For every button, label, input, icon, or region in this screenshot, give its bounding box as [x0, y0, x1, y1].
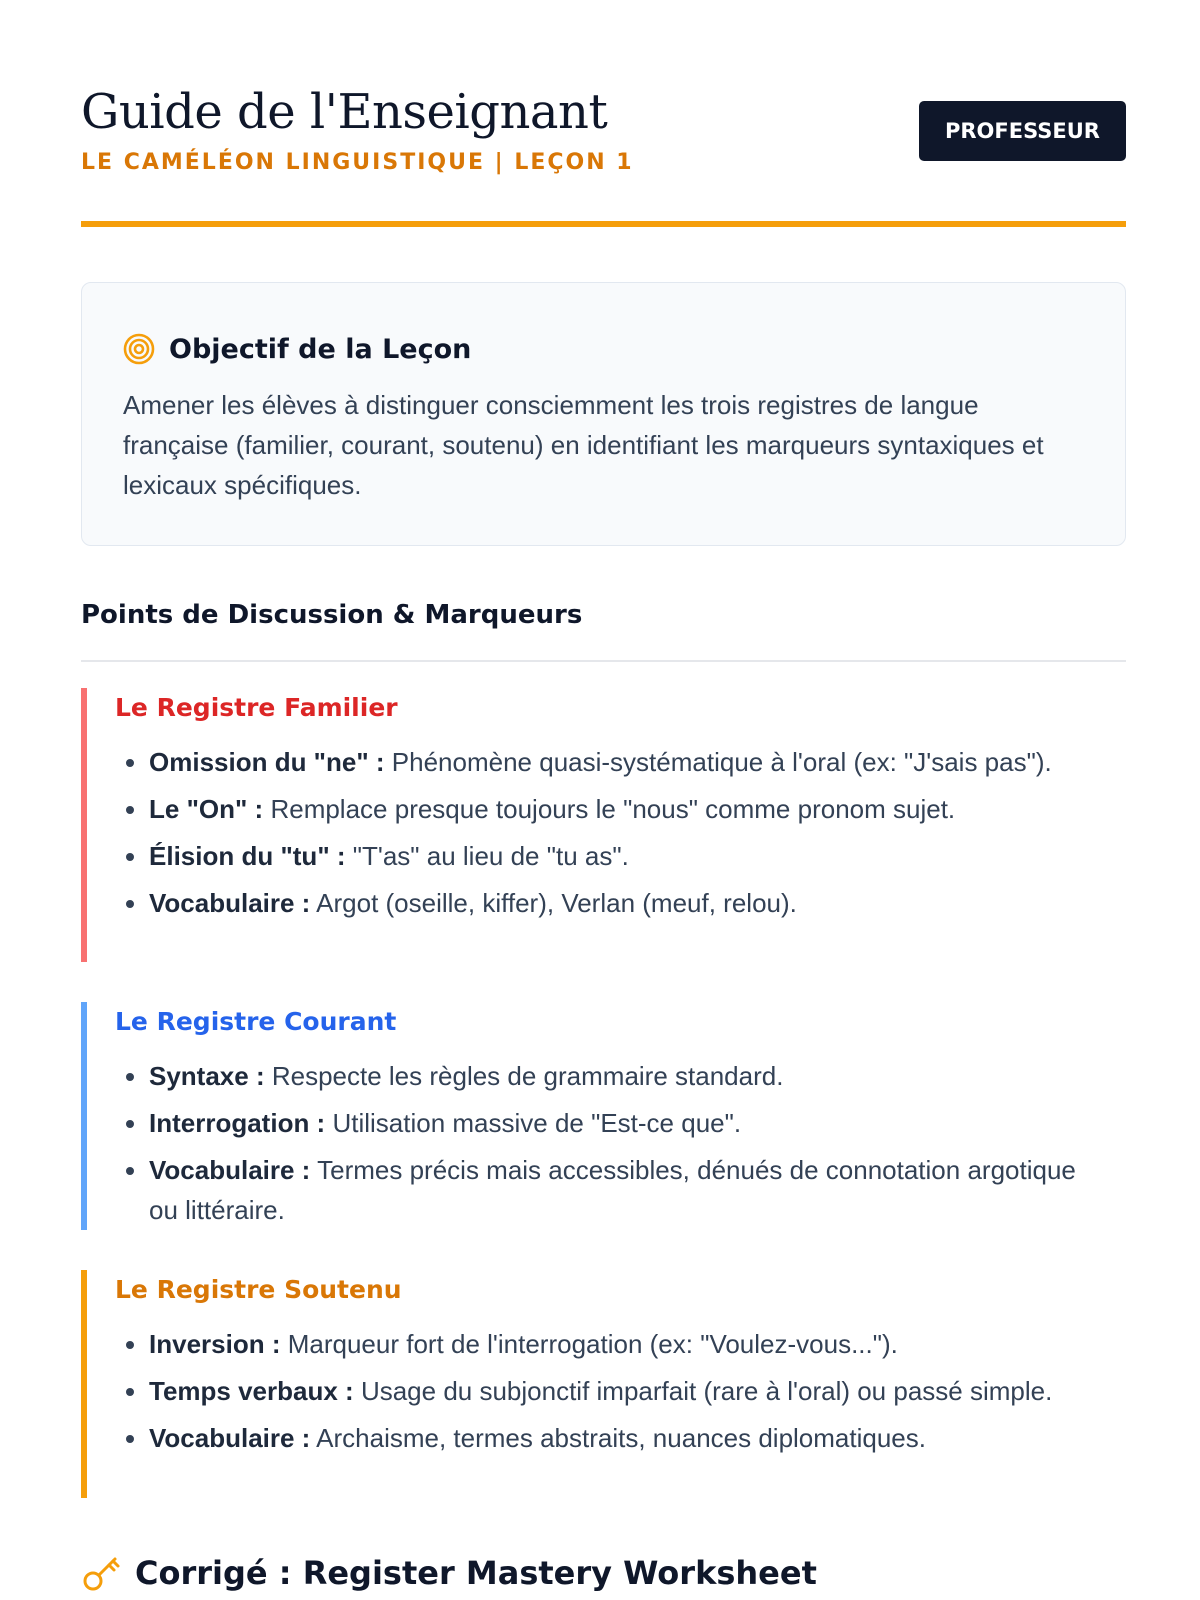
marker-text: "T'as" au lieu de "tu as". — [352, 841, 629, 871]
list-item — [149, 1103, 1109, 1143]
objective-header — [123, 329, 471, 369]
marker-text: Argot (oseille, kiffer), Verlan (meuf, relou). — [316, 888, 797, 918]
objective-card — [81, 282, 1126, 546]
register-title: Le Registre Courant — [115, 1007, 397, 1036]
list-item — [149, 1150, 1109, 1230]
header-divider — [81, 221, 1126, 227]
marker-term: Interrogation : — [149, 1108, 326, 1138]
marker-list — [87, 1324, 1109, 1465]
answer-key-title: Corrigé : Register Mastery Worksheet — [135, 1554, 817, 1592]
marker-text: Marqueur fort de l'interrogation (ex: "Voulez-vous..."). — [287, 1329, 898, 1359]
marker-text: Phénomène quasi-systématique à l'oral (ex: "J'sais pas"). — [391, 747, 1052, 777]
list-item — [149, 789, 1109, 829]
list-item — [149, 836, 1109, 876]
marker-term: Syntaxe : — [149, 1061, 265, 1091]
list-item — [149, 883, 1109, 923]
marker-text: Respecte les règles de grammaire standard. — [271, 1061, 784, 1091]
register-title: Le Registre Soutenu — [115, 1275, 402, 1304]
marker-term: Temps verbaux : — [149, 1376, 354, 1406]
marker-text: Archaisme, termes abstraits, nuances diplomatiques. — [316, 1423, 926, 1453]
marker-term: Le "On" : — [149, 794, 264, 824]
answer-key-header — [81, 1549, 817, 1597]
marker-term: Inversion : — [149, 1329, 281, 1359]
list-item — [149, 1324, 1109, 1364]
marker-text: Remplace presque toujours le "nous" comme pronom sujet. — [270, 794, 956, 824]
target-icon — [123, 333, 155, 365]
list-item — [149, 742, 1109, 782]
marker-list — [87, 742, 1109, 930]
list-item — [149, 1371, 1109, 1411]
register-courant — [81, 1002, 1132, 1230]
marker-text: Utilisation massive de "Est-ce que". — [332, 1108, 742, 1138]
marker-term: Élision du "tu" : — [149, 841, 346, 871]
page-header — [81, 82, 1126, 230]
page-subtitle: LE CAMÉLÉON LINGUISTIQUE | LEÇON 1 — [81, 150, 634, 175]
role-badge: PROFESSEUR — [919, 101, 1126, 161]
marker-term: Vocabulaire : — [149, 1155, 311, 1185]
marker-text: Termes précis mais accessibles, dénués de connotation argotique ou littéraire. — [149, 1155, 1076, 1225]
register-soutenu — [81, 1270, 1132, 1498]
register-familier — [81, 688, 1132, 962]
marker-term: Vocabulaire : — [149, 1423, 311, 1453]
discussion-divider — [81, 660, 1126, 662]
marker-text: Usage du subjonctif imparfait (rare à l'oral) ou passé simple. — [360, 1376, 1053, 1406]
marker-term: Vocabulaire : — [149, 888, 311, 918]
list-item — [149, 1056, 1109, 1096]
marker-list — [87, 1056, 1109, 1237]
register-title: Le Registre Familier — [115, 693, 398, 722]
marker-term: Omission du "ne" : — [149, 747, 385, 777]
page-title: Guide de l'Enseignant — [81, 84, 608, 140]
key-icon — [81, 1553, 121, 1593]
discussion-title: Points de Discussion & Marqueurs — [81, 600, 583, 630]
list-item — [149, 1418, 1109, 1458]
objective-text: Amener les élèves à distinguer consciemment les trois registres de langue française (familier, courant, soutenu) en identifiant les marqueurs syntaxiques et lexicaux spécifiques. — [123, 390, 1044, 500]
objective-title: Objectif de la Leçon — [169, 333, 472, 365]
